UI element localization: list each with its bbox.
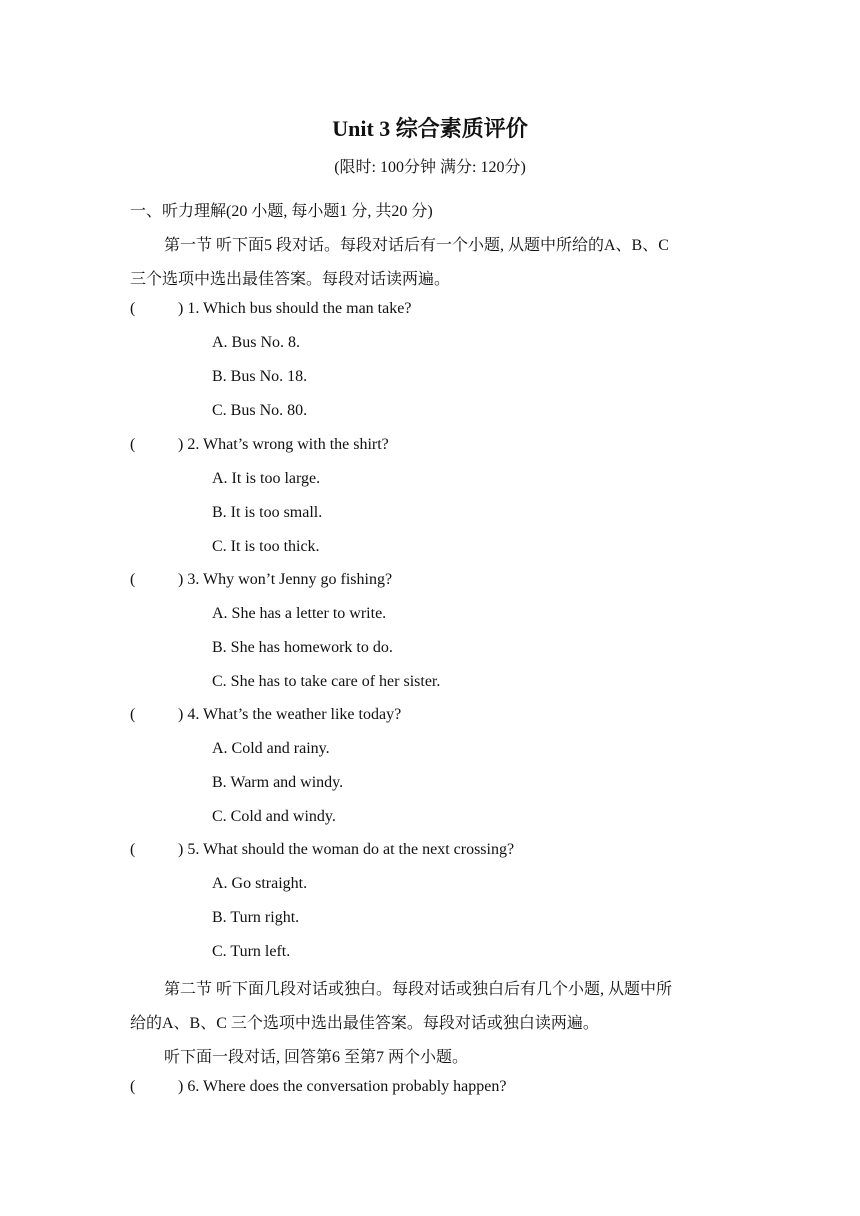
question-4-option-a: A. Cold and rainy. xyxy=(212,740,330,757)
question-1-option-c: C. Bus No. 80. xyxy=(212,402,308,419)
question-1-option-b: B. Bus No. 18. xyxy=(212,368,308,385)
question-2-option-a: A. It is too large. xyxy=(212,470,321,487)
part2-intro-line2: 给的A、B、C 三个选项中选出最佳答案。每段对话或独白读两遍。 xyxy=(130,1015,599,1032)
question-1-option-a: A. Bus No. 8. xyxy=(212,334,301,351)
answer-blank-open-paren: ( xyxy=(130,300,136,317)
question-3-option-c: C. She has to take care of her sister. xyxy=(212,673,441,690)
question-3: ) 3. Why won’t Jenny go fishing? xyxy=(178,571,393,588)
answer-blank-open-paren: ( xyxy=(130,1078,136,1095)
exam-time-and-score: (限时: 100分钟 满分: 120分) xyxy=(334,159,526,176)
answer-blank-open-paren: ( xyxy=(130,436,136,453)
question-5: ) 5. What should the woman do at the next crossing? xyxy=(178,841,515,858)
part2-intro-line1: 第二节 听下面几段对话或独白。每段对话或独白后有几个小题, 从题中所 xyxy=(164,981,673,998)
section-heading-listening: 一、听力理解(20 小题, 每小题1 分, 共20 分) xyxy=(130,203,433,220)
answer-blank-open-paren: ( xyxy=(130,706,136,723)
question-2: ) 2. What’s wrong with the shirt? xyxy=(178,436,389,453)
answer-blank-open-paren: ( xyxy=(130,571,136,588)
part2-sub-intro: 听下面一段对话, 回答第6 至第7 两个小题。 xyxy=(164,1049,469,1066)
answer-blank-open-paren: ( xyxy=(130,841,136,858)
question-2-option-c: C. It is too thick. xyxy=(212,538,320,555)
page-title: Unit 3 综合素质评价 xyxy=(332,116,528,141)
question-3-option-b: B. She has homework to do. xyxy=(212,639,393,656)
question-4-option-b: B. Warm and windy. xyxy=(212,774,344,791)
part1-intro-line1: 第一节 听下面5 段对话。每段对话后有一个小题, 从题中所给的A、B、C xyxy=(164,237,669,254)
question-3-option-a: A. She has a letter to write. xyxy=(212,605,387,622)
part1-intro-line2: 三个选项中选出最佳答案。每段对话读两遍。 xyxy=(130,271,451,288)
question-6: ) 6. Where does the conversation probably happen? xyxy=(178,1078,507,1095)
question-5-option-c: C. Turn left. xyxy=(212,943,291,960)
question-1: ) 1. Which bus should the man take? xyxy=(178,300,412,317)
question-4-option-c: C. Cold and windy. xyxy=(212,808,336,825)
question-5-option-b: B. Turn right. xyxy=(212,909,300,926)
question-2-option-b: B. It is too small. xyxy=(212,504,323,521)
question-5-option-a: A. Go straight. xyxy=(212,875,308,892)
question-4: ) 4. What’s the weather like today? xyxy=(178,706,402,723)
